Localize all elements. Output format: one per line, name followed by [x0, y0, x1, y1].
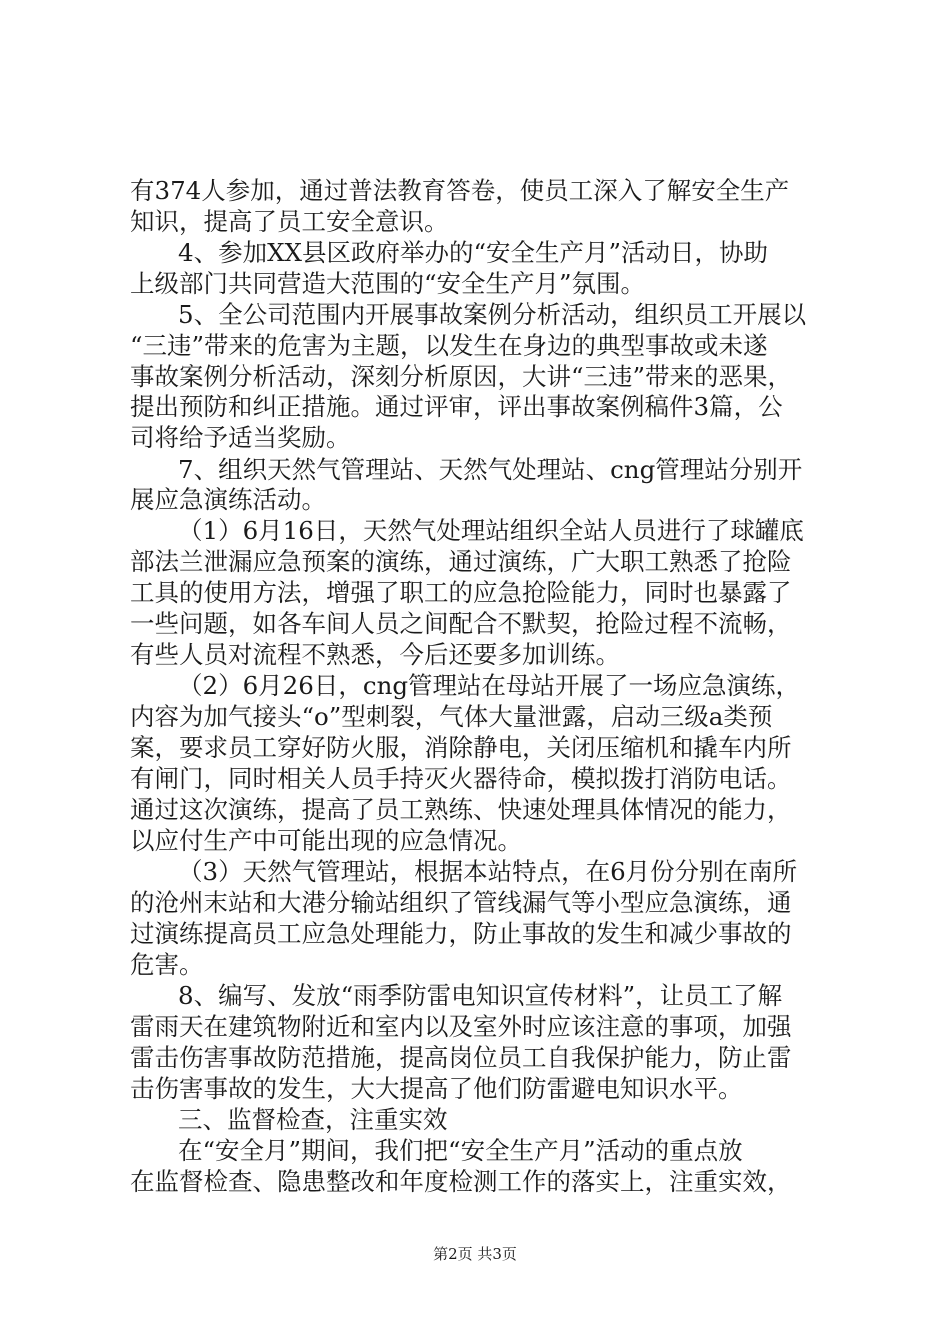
text-line: 内容为加气接头“o”型刺裂，气体大量泄露，启动三级a类预 [130, 702, 773, 731]
text-line: 5、全公司范围内开展事故案例分析活动，组织员工开展以 [178, 300, 807, 329]
text-line: （2）6月26日，cng管理站在母站开展了一场应急演练， [178, 671, 801, 700]
text-line: 有些人员对流程不熟悉，今后还要多加训练。 [130, 640, 620, 669]
text-line: 案，要求员工穿好防火服，消除静电，关闭压缩机和撬车内所 [130, 733, 792, 762]
text-line: 雷雨天在建筑物附近和室内以及室外时应该注意的事项，加强 [130, 1012, 792, 1041]
text-line: 在“安全月”期间，我们把“安全生产月”活动的重点放 [178, 1136, 743, 1165]
section-heading: 三、监督检查，注重实效 [178, 1105, 448, 1134]
text-line: 通过这次演练，提高了员工熟练、快速处理具体情况的能力， [130, 795, 792, 824]
text-line: 知识，提高了员工安全意识。 [130, 207, 449, 236]
text-line: 上级部门共同营造大范围的“安全生产月”氛围。 [130, 269, 646, 298]
text-line: 击伤害事故的发生，大大提高了他们防雷避电知识水平。 [130, 1074, 743, 1103]
text-line: （3）天然气管理站，根据本站特点，在6月份分别在南所 [178, 857, 798, 886]
text-line: 展应急演练活动。 [130, 485, 326, 514]
text-line: 过演练提高员工应急处理能力，防止事故的发生和减少事故的 [130, 919, 792, 948]
text-line: 有374人参加，通过普法教育答卷，使员工深入了解安全生产 [130, 176, 790, 205]
text-line: 司将给予适当奖励。 [130, 423, 351, 452]
text-line: 8、编写、发放“雨季防雷电知识宣传材料”，让员工了解 [178, 981, 783, 1010]
text-line: 提出预防和纠正措施。通过评审，评出事故案例稿件3篇，公 [130, 392, 783, 421]
text-line: 部法兰泄漏应急预案的演练，通过演练，广大职工熟悉了抢险 [130, 547, 792, 576]
text-line: 有闸门，同时相关人员手持灭火器待命，模拟拨打消防电话。 [130, 764, 792, 793]
text-line: （1）6月16日，天然气处理站组织全站人员进行了球罐底 [178, 516, 804, 545]
text-line: 7、组织天然气管理站、天然气处理站、cng管理站分别开 [178, 455, 803, 484]
text-line: 工具的使用方法，增强了职工的应急抢险能力，同时也暴露了 [130, 578, 792, 607]
page-number-footer: 第2页 共3页 [433, 1245, 517, 1263]
text-line: 4、参加XX县区政府举办的“安全生产月”活动日，协助 [178, 238, 769, 267]
text-line: 的沧州末站和大港分输站组织了管线漏气等小型应急演练，通 [130, 888, 792, 917]
text-line: 事故案例分析活动，深刻分析原因，大讲“三违”带来的恶果， [130, 362, 793, 391]
text-line: 危害。 [130, 950, 204, 979]
text-line: 在监督检查、隐患整改和年度检测工作的落实上，注重实效， [130, 1167, 792, 1196]
text-line: 雷击伤害事故防范措施，提高岗位员工自我保护能力，防止雷 [130, 1043, 792, 1072]
text-line: 以应付生产中可能出现的应急情况。 [130, 826, 522, 855]
text-line: “三违”带来的危害为主题，以发生在身边的典型事故或未遂 [130, 331, 768, 360]
text-line: 一些问题，如各车间人员之间配合不默契，抢险过程不流畅， [130, 609, 792, 638]
